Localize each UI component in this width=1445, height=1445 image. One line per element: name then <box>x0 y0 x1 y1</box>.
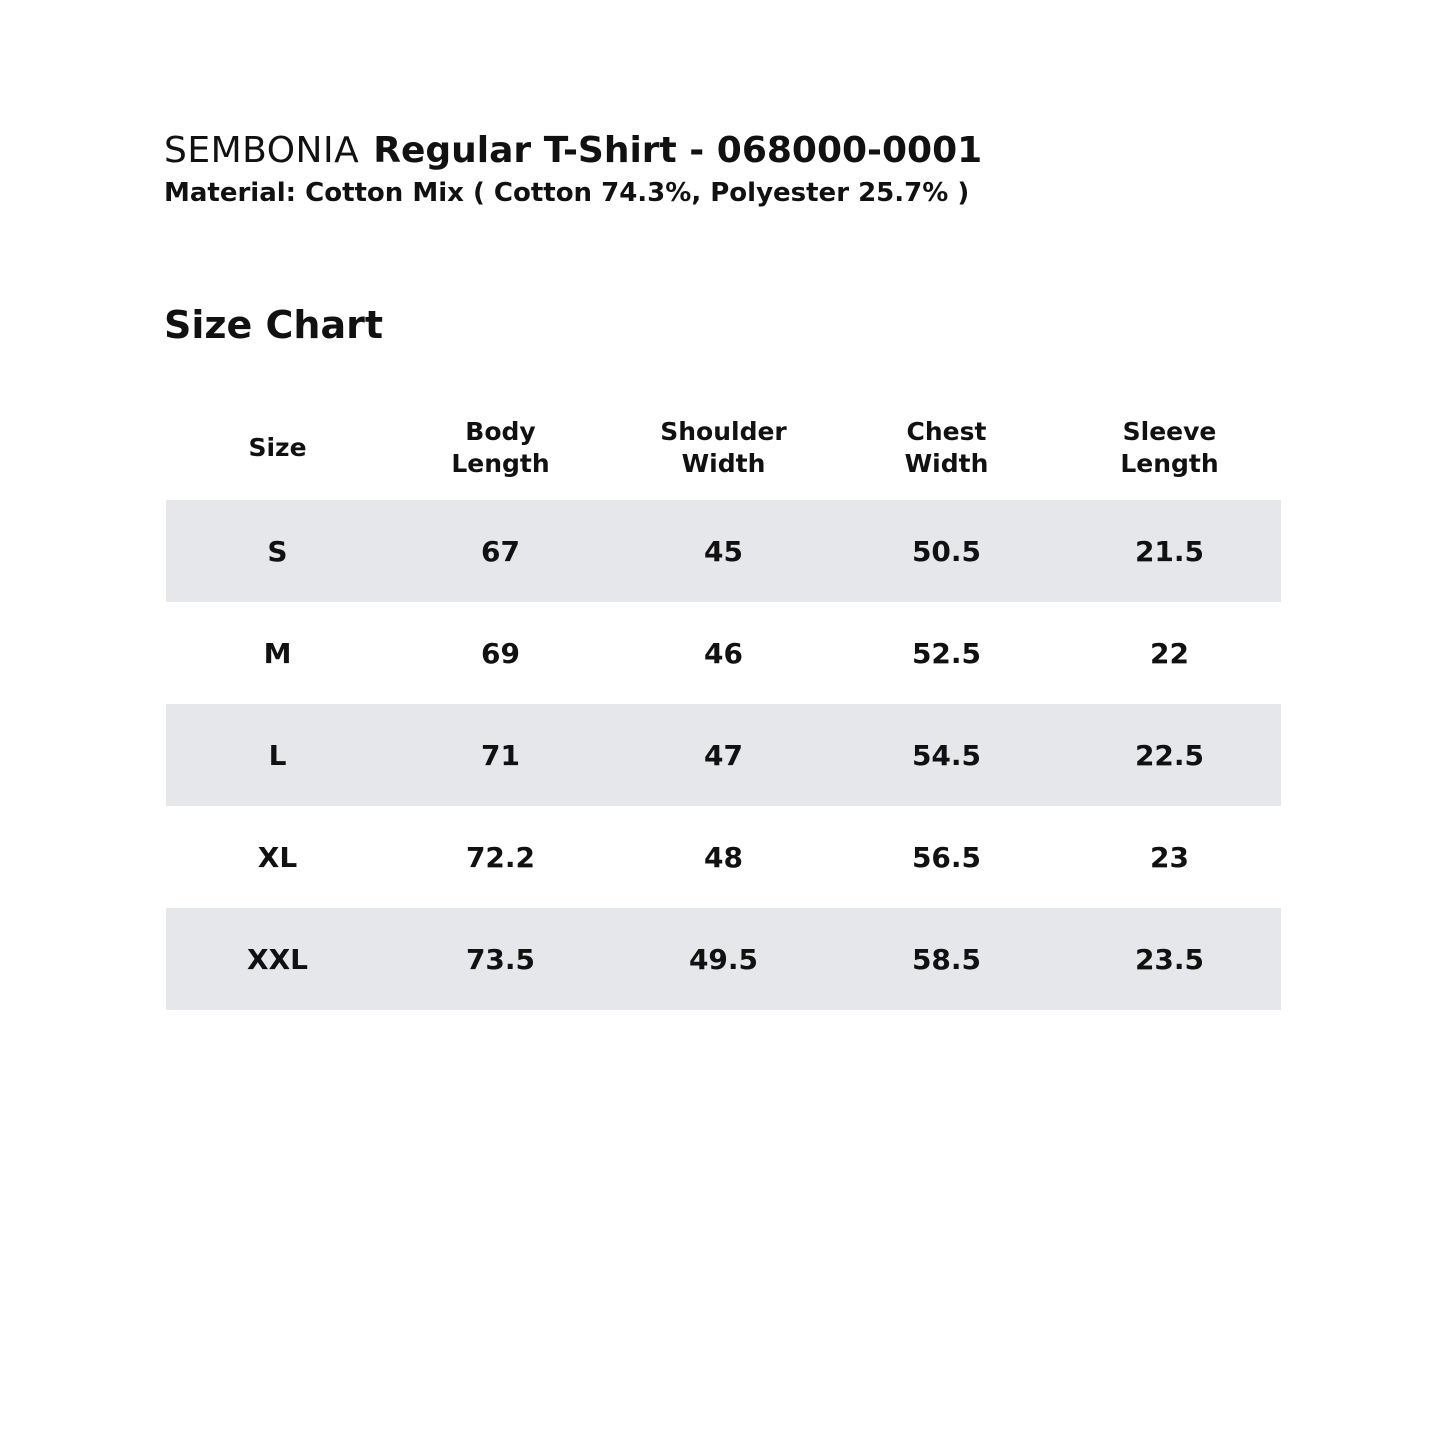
column-header-label: Sleeve <box>1122 416 1217 446</box>
table-cell: 73.5 <box>389 908 612 1010</box>
column-header-size <box>166 395 389 500</box>
table-row <box>166 500 1281 602</box>
table-cell: 72.2 <box>465 840 536 874</box>
column-header-label: Shoulder <box>660 416 787 446</box>
table-row <box>166 908 1281 1010</box>
table-cell: 22 <box>1150 636 1189 670</box>
page-header <box>164 128 982 210</box>
product-title: Regular T-Shirt - 068000-0001 <box>373 130 983 171</box>
column-header-body-length <box>389 395 612 500</box>
column-header-label: Width <box>681 448 766 478</box>
table-cell: 49.5 <box>612 908 835 1010</box>
column-header-shoulder-width <box>612 395 835 500</box>
table-row <box>166 602 1281 704</box>
table-cell: 47 <box>612 704 835 806</box>
title-line <box>164 128 982 174</box>
column-header-label: Body <box>465 416 536 446</box>
table-cell: 67 <box>389 500 612 602</box>
column-header-sleeve-length <box>1058 395 1281 500</box>
material-description: Material: Cotton Mix ( Cotton 74.3%, Polyester 25.7% ) <box>164 178 970 208</box>
table-cell: 23.5 <box>1058 908 1281 1010</box>
column-header-label: Chest <box>906 416 987 446</box>
table-cell: 71 <box>389 704 612 806</box>
brand-name: SEMBONIA <box>164 130 360 171</box>
column-header-label: Size <box>248 432 307 462</box>
table-row <box>166 704 1281 806</box>
table-cell: 46 <box>704 636 743 670</box>
size-chart-table <box>166 395 1281 1010</box>
table-cell: L <box>166 704 389 806</box>
table-cell: 56.5 <box>911 840 982 874</box>
table-cell: 45 <box>612 500 835 602</box>
table-cell: XL <box>257 840 298 874</box>
table-cell: S <box>166 500 389 602</box>
table-cell: 58.5 <box>835 908 1058 1010</box>
column-header-label: Width <box>904 448 989 478</box>
table-cell: 21.5 <box>1058 500 1281 602</box>
table-cell: 52.5 <box>911 636 982 670</box>
table-cell: XXL <box>166 908 389 1010</box>
table-cell: M <box>263 636 292 670</box>
size-chart-title: Size Chart <box>164 303 384 347</box>
table-cell: 54.5 <box>835 704 1058 806</box>
table-header-row <box>166 395 1281 500</box>
table-row <box>166 806 1281 908</box>
table-cell: 50.5 <box>835 500 1058 602</box>
column-header-chest-width <box>835 395 1058 500</box>
table-cell: 69 <box>481 636 520 670</box>
table-cell: 48 <box>704 840 743 874</box>
table-cell: 23 <box>1150 840 1189 874</box>
table-cell: 22.5 <box>1058 704 1281 806</box>
column-header-label: Length <box>451 448 550 478</box>
column-header-label: Length <box>1120 448 1219 478</box>
